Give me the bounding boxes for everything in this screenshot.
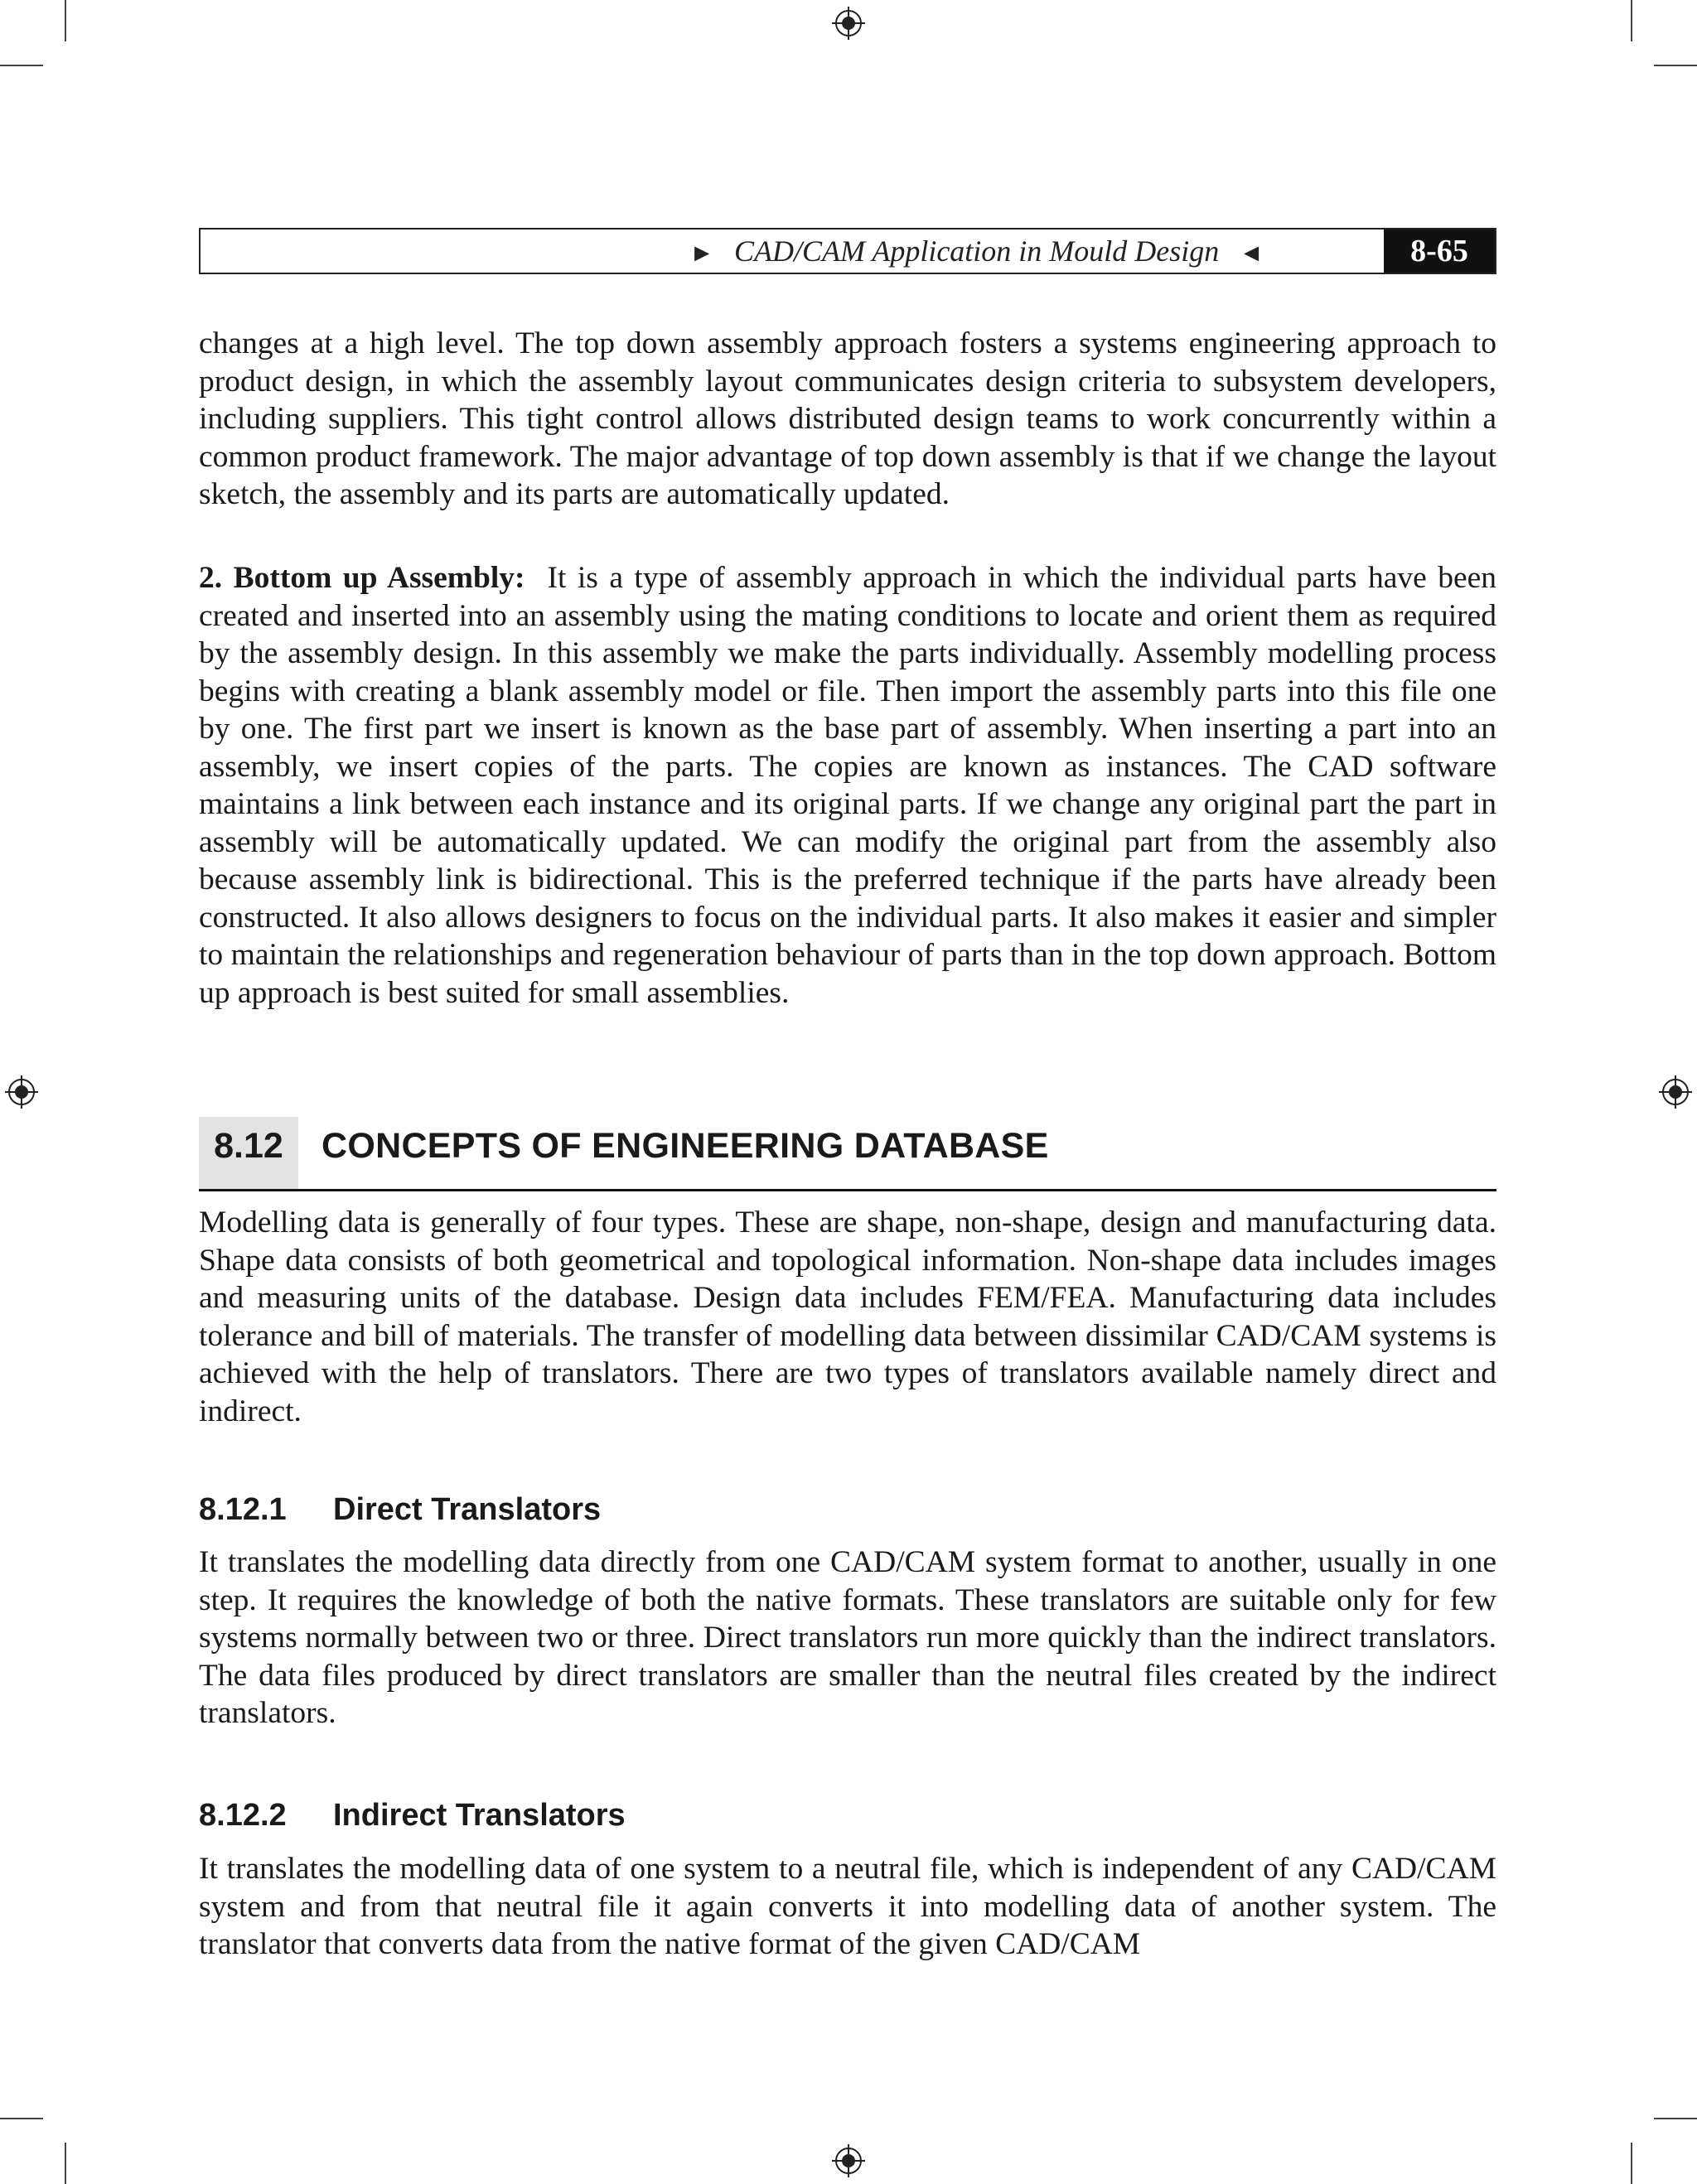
subsection-number: 8.12.1 (199, 1492, 287, 1527)
subsection-title: Indirect Translators (333, 1798, 626, 1833)
bottom-up-paragraph (199, 559, 1496, 1012)
subsection-2-paragraph: It translates the modelling data of one system to a neutral file, which is independent of any CAD/CAM system and from that neutral file it again converts it into modelling data of another system. The translator that converts data from the native format of the given CAD/CAM (199, 1852, 1496, 1961)
section-heading (199, 1117, 1496, 1191)
crop-mark (0, 65, 43, 66)
section-paragraph: Modelling data is generally of four types. These are shape, non-shape, design and manufacturing data. Shape data consists of both geometrical and topological information. Non-shape data includes images and measuring units of the database. Design data includes FEM/FEA. Manufacturing data includes tolerance and bill of materials. The transfer of modelling data between dissimilar CAD/CAM systems is achieved with the help of translators. There are two types of translators available namely direct and indirect. (199, 1206, 1496, 1428)
crop-mark (1631, 2143, 1632, 2184)
section-number: 8.12 (199, 1117, 298, 1189)
bottom-up-text: It is a type of assembly approach in which the individual parts have been created and inserted into an assembly using the mating conditions to locate and orient them as required by the assembly design. In this assembly we make the parts individually. Assembly modelling process begins with creating a blank assembly model or file. Then import the assembly parts into this file one by one. The first part we insert is known as the base part of assembly. When inserting a part into an assembly, we insert copies of the parts. The copies are known as instances. The CAD software maintains a link between each instance and its original parts. If we change any original part the part in assembly will be automatically updated. We can modify the original part from the assembly also because assembly link is bidirectional. This is the preferred technique if the parts have already been constructed. It also allows designers to focus on the individual parts. It also makes it easier and simpler to maintain the relationships and regeneration behaviour of parts than in the top down approach. Bottom up approach is best suited for small assemblies. (199, 561, 1497, 1010)
subsection-number: 8.12.2 (199, 1798, 287, 1833)
section-block (199, 1204, 1496, 1430)
bottom-up-label: 2. Bottom up Assembly: (199, 561, 525, 595)
subsection-heading (199, 1486, 1496, 1533)
registration-mark-icon (5, 1075, 38, 1109)
registration-mark-icon (832, 7, 865, 40)
subsection-heading (199, 1792, 1496, 1839)
arrow-right-icon: ► (689, 239, 714, 267)
subsection-1-block (199, 1544, 1496, 1732)
intro-paragraph: changes at a high level. The top down assembly approach fosters a systems engineering approach to product design, in which the assembly layout communicates design criteria to subsystem developers, including suppliers. This tight control allows distributed design teams to work concurrently within a common product framework. The major advantage of top down assembly is that if we change the layout sketch, the assembly and its parts are automatically updated. (199, 326, 1496, 511)
subsection-2-block (199, 1850, 1496, 1964)
crop-mark (0, 2118, 43, 2119)
crop-mark (65, 0, 66, 41)
running-title-text: CAD/CAM Application in Mould Design (733, 234, 1220, 268)
section-title: CONCEPTS OF ENGINEERING DATABASE (322, 1126, 1049, 1166)
arrow-left-icon: ◄ (1239, 239, 1264, 267)
crop-mark (1654, 65, 1697, 66)
bottom-up-block (199, 559, 1496, 1012)
running-title (670, 230, 1284, 273)
subsection-title: Direct Translators (333, 1492, 602, 1527)
running-header (199, 228, 1496, 274)
registration-mark-icon (1659, 1075, 1692, 1109)
crop-mark (1631, 0, 1632, 41)
intro-block (199, 325, 1496, 514)
subsection-1-paragraph: It translates the modelling data directly from one CAD/CAM system format to another, usually in one step. It requires the knowledge of both the native formats. These translators are suitable only for few systems normally between two or three. Direct translators run more quickly than the indirect translators. The data files produced by direct translators are smaller than the neutral files created by the indirect translators. (199, 1545, 1496, 1730)
crop-mark (1654, 2118, 1697, 2119)
crop-mark (65, 2143, 66, 2184)
registration-mark-icon (832, 2144, 865, 2177)
page-number: 8-65 (1384, 230, 1495, 273)
